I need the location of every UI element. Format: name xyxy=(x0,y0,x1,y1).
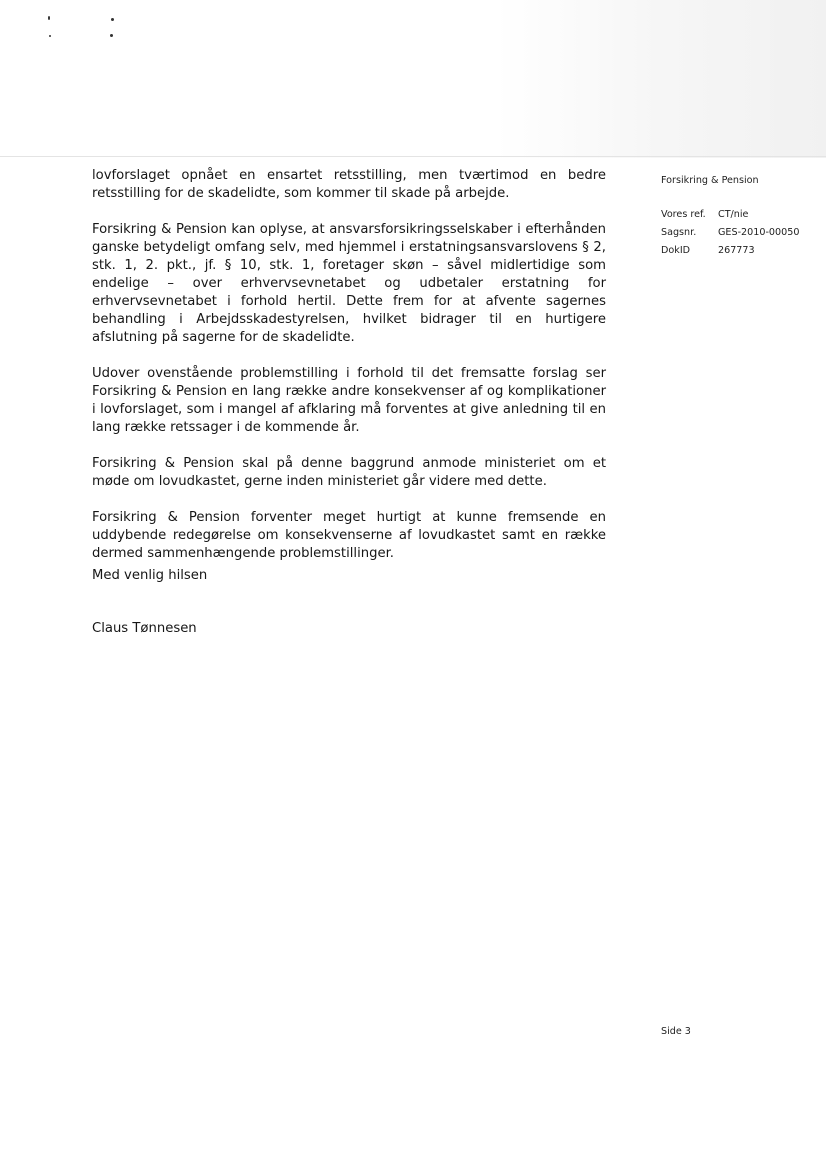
scan-header-shadow xyxy=(0,0,826,158)
signature-name: Claus Tønnesen xyxy=(92,621,197,636)
scan-speck xyxy=(110,34,113,37)
scan-speck xyxy=(48,16,50,20)
sidebar-organization: Forsikring & Pension xyxy=(661,175,759,186)
meta-row-document-id xyxy=(661,242,821,260)
letter-body xyxy=(92,167,606,581)
meta-label: DokID xyxy=(661,245,691,256)
scan-fold-line xyxy=(0,156,826,157)
meta-label: Vores ref. xyxy=(661,209,706,220)
body-paragraph-1: lovforslaget opnået en ensartet retsstilling, men tværtimod en bedre retsstilling for de skadelidte, som kommer til skade på arbejde. xyxy=(92,168,606,201)
meta-label: Sagsnr. xyxy=(661,227,697,238)
closing-greeting: Med venlig hilsen xyxy=(92,568,208,583)
scan-speck xyxy=(49,35,51,37)
meta-row-case-number xyxy=(661,224,821,242)
body-paragraph-2: Forsikring & Pension kan oplyse, at ansvarsforsikringsselskaber i efterhånden ganske betydeligt omfang selv, med hjemmel i erstatningsansvarslovens § 2, stk. 1, 2. pkt., jf. § 10, stk. 1, foretager skøn – såvel midlertidige som endelige – over erhvervsevnetabet og udbetaler erstatning for erhvervsevnetabet i forhold hertil. Dette frem for at afvente sagernes behandling i Arbejdsskadestyrelsen, hvilket bidrager til en hurtigere afslutning på sagerne for de skadelidte. xyxy=(92,222,606,345)
meta-value: GES-2010-00050 xyxy=(718,227,800,238)
meta-value: CT/nie xyxy=(718,209,749,220)
scan-speck xyxy=(111,18,114,21)
page-number: Side 3 xyxy=(661,1026,691,1037)
meta-row-reference xyxy=(661,206,821,224)
body-paragraph-3: Udover ovenstående problemstilling i forhold til det fremsatte forslag ser Forsikring & Pension en lang række andre konsekvenser af og komplikationer i lovforslaget, som i mangel af afklaring må forventes at give anledning til en lang række retssager i de kommende år. xyxy=(92,366,606,435)
body-paragraph-5: Forsikring & Pension forventer meget hurtigt at kunne fremsende en uddybende redegørelse om konsekvenserne af lovudkastet samt en række dermed sammenhængende problemstillinger. xyxy=(92,510,606,561)
sidebar-metadata xyxy=(661,172,821,260)
body-paragraph-4: Forsikring & Pension skal på denne baggrund anmode ministeriet om et møde om lovudkastet, gerne inden ministeriet går videre med dette. xyxy=(92,456,606,489)
meta-value: 267773 xyxy=(718,245,755,256)
